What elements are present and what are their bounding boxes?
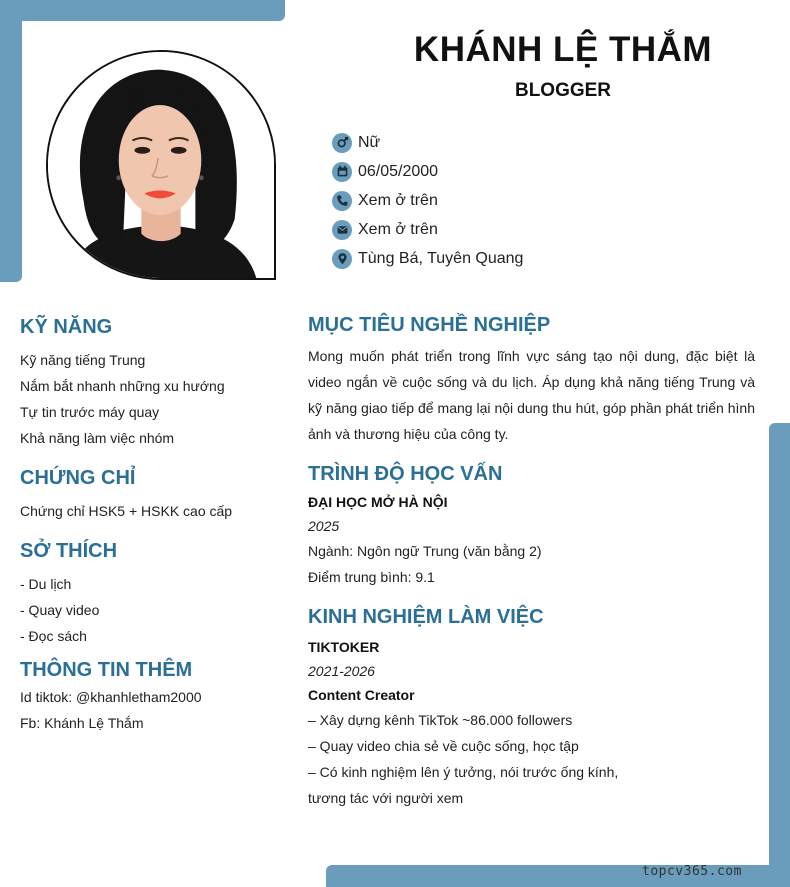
job-title: BLOGGER — [514, 80, 612, 101]
experience-item: tương tác với người xem — [308, 790, 464, 806]
contact-gender-value: Nữ — [358, 133, 381, 151]
experience-item: – Quay video chia sẻ về cuộc sống, học tập — [308, 738, 579, 754]
hobbies-title: SỞ THÍCH — [20, 540, 118, 562]
education-gpa: Điểm trung bình: 9.1 — [308, 569, 435, 585]
experience-item: – Xây dựng kênh TikTok ~86.000 followers — [308, 712, 573, 728]
phone-icon — [332, 191, 352, 211]
gender-icon — [332, 133, 352, 153]
certificate-item: Chứng chỉ HSK5 + HSKK cao cấp — [20, 503, 233, 519]
skill-item: Tự tin trước máy quay — [20, 404, 160, 420]
contact-email-value: Xem ở trên — [358, 220, 438, 238]
contact-phone — [332, 186, 523, 215]
contact-list — [332, 128, 523, 273]
skills-title: KỸ NĂNG — [20, 316, 113, 338]
education-major: Ngành: Ngôn ngữ Trung (văn bằng 2) — [308, 543, 542, 559]
hobby-item: - Đọc sách — [20, 628, 87, 644]
profile-photo — [46, 50, 276, 280]
experience-company: TIKTOKER — [308, 639, 380, 655]
certificates-title: CHỨNG CHỈ — [20, 467, 136, 489]
candidate-name: KHÁNH LỆ THẮM — [413, 30, 713, 69]
skill-item: Nắm bắt nhanh những xu hướng — [20, 378, 225, 394]
education-school: ĐẠI HỌC MỞ HÀ NỘI — [308, 494, 448, 510]
more-info-title: THÔNG TIN THÊM — [20, 659, 193, 681]
contact-birthday — [332, 157, 523, 186]
contact-address-value: Tùng Bá, Tuyên Quang — [358, 249, 524, 267]
contact-address — [332, 244, 523, 273]
experience-item: – Có kinh nghiệm lên ý tưởng, nói trước ống kính, — [308, 764, 619, 780]
contact-gender — [332, 128, 523, 157]
experience-title: KINH NGHIỆM LÀM VIỆC — [308, 606, 544, 628]
decor-bar-right — [769, 423, 790, 887]
watermark: topcv365.com — [642, 864, 742, 879]
decor-bar-top — [0, 0, 285, 21]
objective-text: Mong muốn phát triển trong lĩnh vực sáng tạo nội dung, đặc biệt là video ngắn về cuộc sống và du lịch. Áp dụng khả năng tiếng Trung và kỹ năng giao tiếp để mang lại nội dung thu hút, góp phần phát triển hình ảnh và thương hiệu của công ty. — [308, 348, 755, 442]
experience-position: Content Creator — [308, 687, 415, 703]
left-column — [20, 316, 290, 736]
skill-item: Kỹ năng tiếng Trung — [20, 352, 146, 368]
skill-item: Khả năng làm việc nhóm — [20, 430, 175, 446]
hobby-item: - Quay video — [20, 602, 100, 618]
objective-title: MỤC TIÊU NGHỀ NGHIỆP — [308, 314, 551, 336]
education-year: 2025 — [308, 518, 340, 534]
more-info-item: Fb: Khánh Lệ Thắm — [20, 715, 144, 731]
right-column — [308, 314, 755, 811]
location-pin-icon — [332, 249, 352, 269]
education-title: TRÌNH ĐỘ HỌC VẤN — [308, 463, 503, 485]
contact-email — [332, 215, 523, 244]
decor-bar-left — [0, 0, 22, 282]
contact-phone-value: Xem ở trên — [358, 191, 438, 209]
calendar-icon — [332, 162, 352, 182]
email-icon — [332, 220, 352, 240]
experience-period: 2021-2026 — [308, 663, 375, 679]
hobby-item: - Du lịch — [20, 576, 72, 592]
more-info-item: Id tiktok: @khanhletham2000 — [20, 689, 202, 705]
contact-birthday-value: 06/05/2000 — [358, 162, 439, 180]
